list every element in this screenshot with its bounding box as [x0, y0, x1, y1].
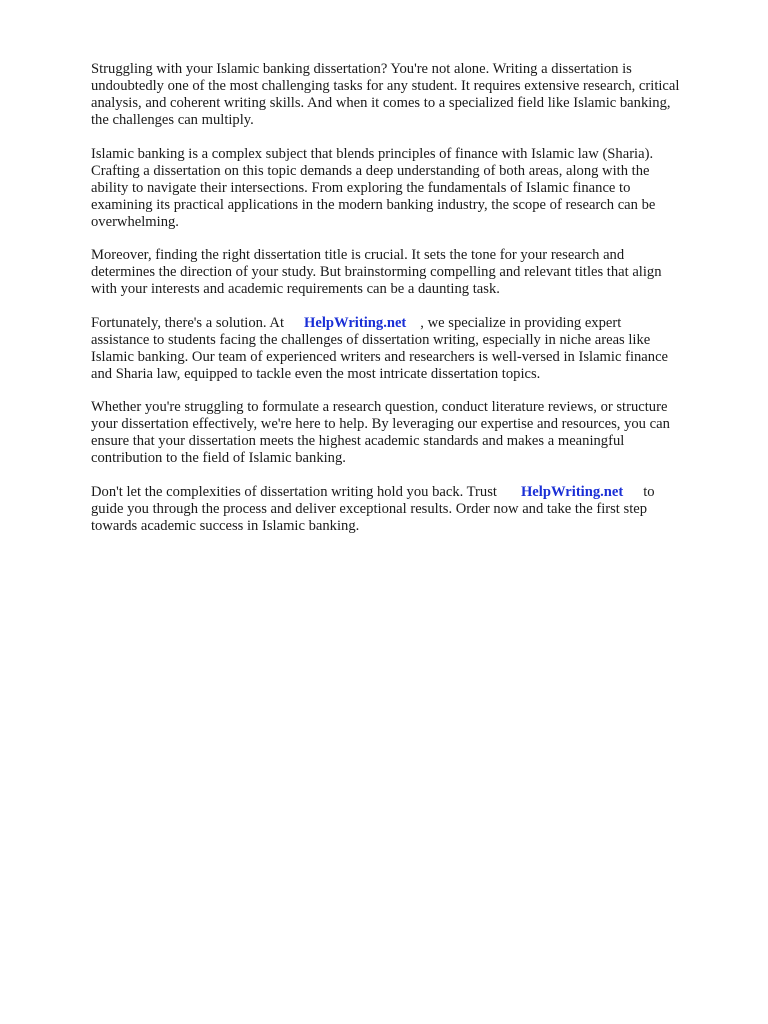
- helpwriting-link-2[interactable]: HelpWriting.net: [520, 483, 624, 500]
- paragraph-call-to-action: [91, 484, 723, 535]
- paragraph-solution-lead: Fortunately, there's a solution. At: [91, 314, 284, 331]
- document-body: [91, 61, 723, 551]
- paragraph-cta-lead: Don't let the complexities of dissertation writing hold you back. Trust: [91, 483, 497, 500]
- paragraph-intro: Struggling with your Islamic banking dissertation? You're not alone. Writing a dissertation is undoubtedly one of the most challenging tasks for any student. It requires extensive research, critical analysis, and coherent writing skills. And when it comes to a specialized field like Islamic banking, the challenges can multiply.: [91, 61, 680, 128]
- paragraph-cta-rest: to guide you through the process and deliver exceptional results. Order now and take the first step towards academic success in Islamic banking.: [91, 483, 655, 534]
- paragraph-solution-rest: , we specialize in providing expert assistance to students facing the challenges of dissertation writing, especially in niche areas like Islamic banking. Our team of experienced writers and researchers is well-versed in Islamic finance and Sharia law, equipped to tackle even the most intricate dissertation topics.: [91, 314, 669, 382]
- paragraph-dissertation-title: Moreover, finding the right dissertation title is crucial. It sets the tone for your research and determines the direction of your study. But brainstorming compelling and relevant titles that align with your interests and academic requirements can be a daunting task.: [91, 247, 662, 297]
- paragraph-help: Whether you're struggling to formulate a research question, conduct literature reviews, or structure your dissertation effectively, we're here to help. By leveraging our expertise and resources, you can ensure that your dissertation meets the highest academic standards and makes a meaningful contribution to the field of Islamic banking.: [91, 399, 670, 466]
- paragraph-islamic-banking: Islamic banking is a complex subject that blends principles of finance with Islamic law (Sharia). Crafting a dissertation on this topic demands a deep understanding of both areas, along with the ability to navigate their intersections. From exploring the fundamentals of Islamic finance to examining its practical applications in the modern banking industry, the scope of research can be overwhelming.: [91, 145, 656, 230]
- helpwriting-link[interactable]: HelpWriting.net: [304, 314, 407, 331]
- paragraph-solution: [91, 315, 723, 383]
